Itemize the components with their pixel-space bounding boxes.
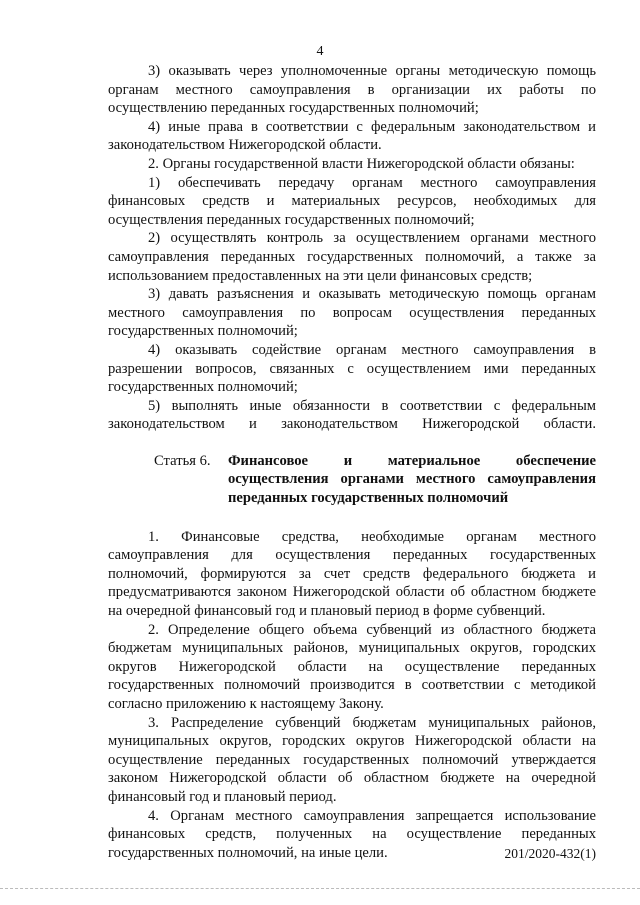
page-number: 4 (316, 44, 324, 59)
article-label: Статья 6. (154, 452, 211, 469)
page-edge-divider (0, 888, 640, 890)
paragraph-obligation-1: 1) обеспечивать передачу органам местного самоуправления финансовых средств и материальных ресурсов, необходимых для осуществления переданных государственных полномочий; (108, 174, 596, 228)
paragraph-finance-3: 3. Распределение субвенций бюджетам муниципальных районов, муниципальных округов, городских округов Нижегородской области на осуществление переданных государственных полномочий утверждается законом Нижегородской области об областном бюджете на очередной финансовый год и плановый период. (108, 714, 596, 805)
document-code: 201/2020-432(1) (504, 846, 596, 861)
paragraph-finance-2: 2. Определение общего объема субвенций из областного бюджета бюджетам муниципальных районов, муниципальных округов, городских округов Нижегородской области на осуществление переданных государственных полномочий производится в соответствии с методикой согласно приложению к настоящему Закону. (108, 621, 596, 712)
paragraph-obligation-2: 2) осуществлять контроль за осуществлением органами местного самоуправления переданных государственных полномочий, а также за использованием предоставленных на эти цели финансовых средств; (108, 230, 596, 284)
paragraph-obligations-heading: 2. Органы государственной власти Нижегородской области обязаны: (148, 155, 575, 172)
paragraph-rights-3: 3) оказывать через уполномоченные органы методическую помощь органам местного самоуправления в организации их работы по осуществлению переданных государственных полномочий; (108, 63, 596, 117)
article-title: Финансовое и материальное обеспечение осуществления органами местного самоуправления переданных государственных полномочий (228, 452, 596, 507)
paragraph-finance-4: 4. Органам местного самоуправления запрещается использование финансовых средств, полученных на осуществление переданных государственных полномочий, на иные цели. (108, 807, 596, 861)
paragraph-finance-1: 1. Финансовые средства, необходимые органам местного самоуправления для осуществления переданных государственных полномочий, формируются за счет средств федерального бюджета и предусматриваются законом Нижегородской области об областном бюджете на очередной финансовый год и плановый период в форме субвенций. (108, 528, 596, 620)
article-heading (108, 452, 596, 508)
document-body (108, 62, 596, 862)
paragraph-obligation-5: 5) выполнять иные обязанности в соответствии с федеральным законодательством и законодательством Нижегородской области. (108, 397, 596, 433)
paragraph-rights-4: 4) иные права в соответствии с федеральным законодательством и законодательством Нижегородской области. (108, 118, 596, 154)
paragraph-obligation-4: 4) оказывать содействие органам местного самоуправления в разрешении вопросов, связанных с осуществлением ими переданных государственных полномочий; (108, 341, 596, 396)
paragraph-obligation-3: 3) давать разъяснения и оказывать методическую помощь органам местного самоуправления по вопросам осуществления переданных государственных полномочий; (108, 286, 596, 340)
